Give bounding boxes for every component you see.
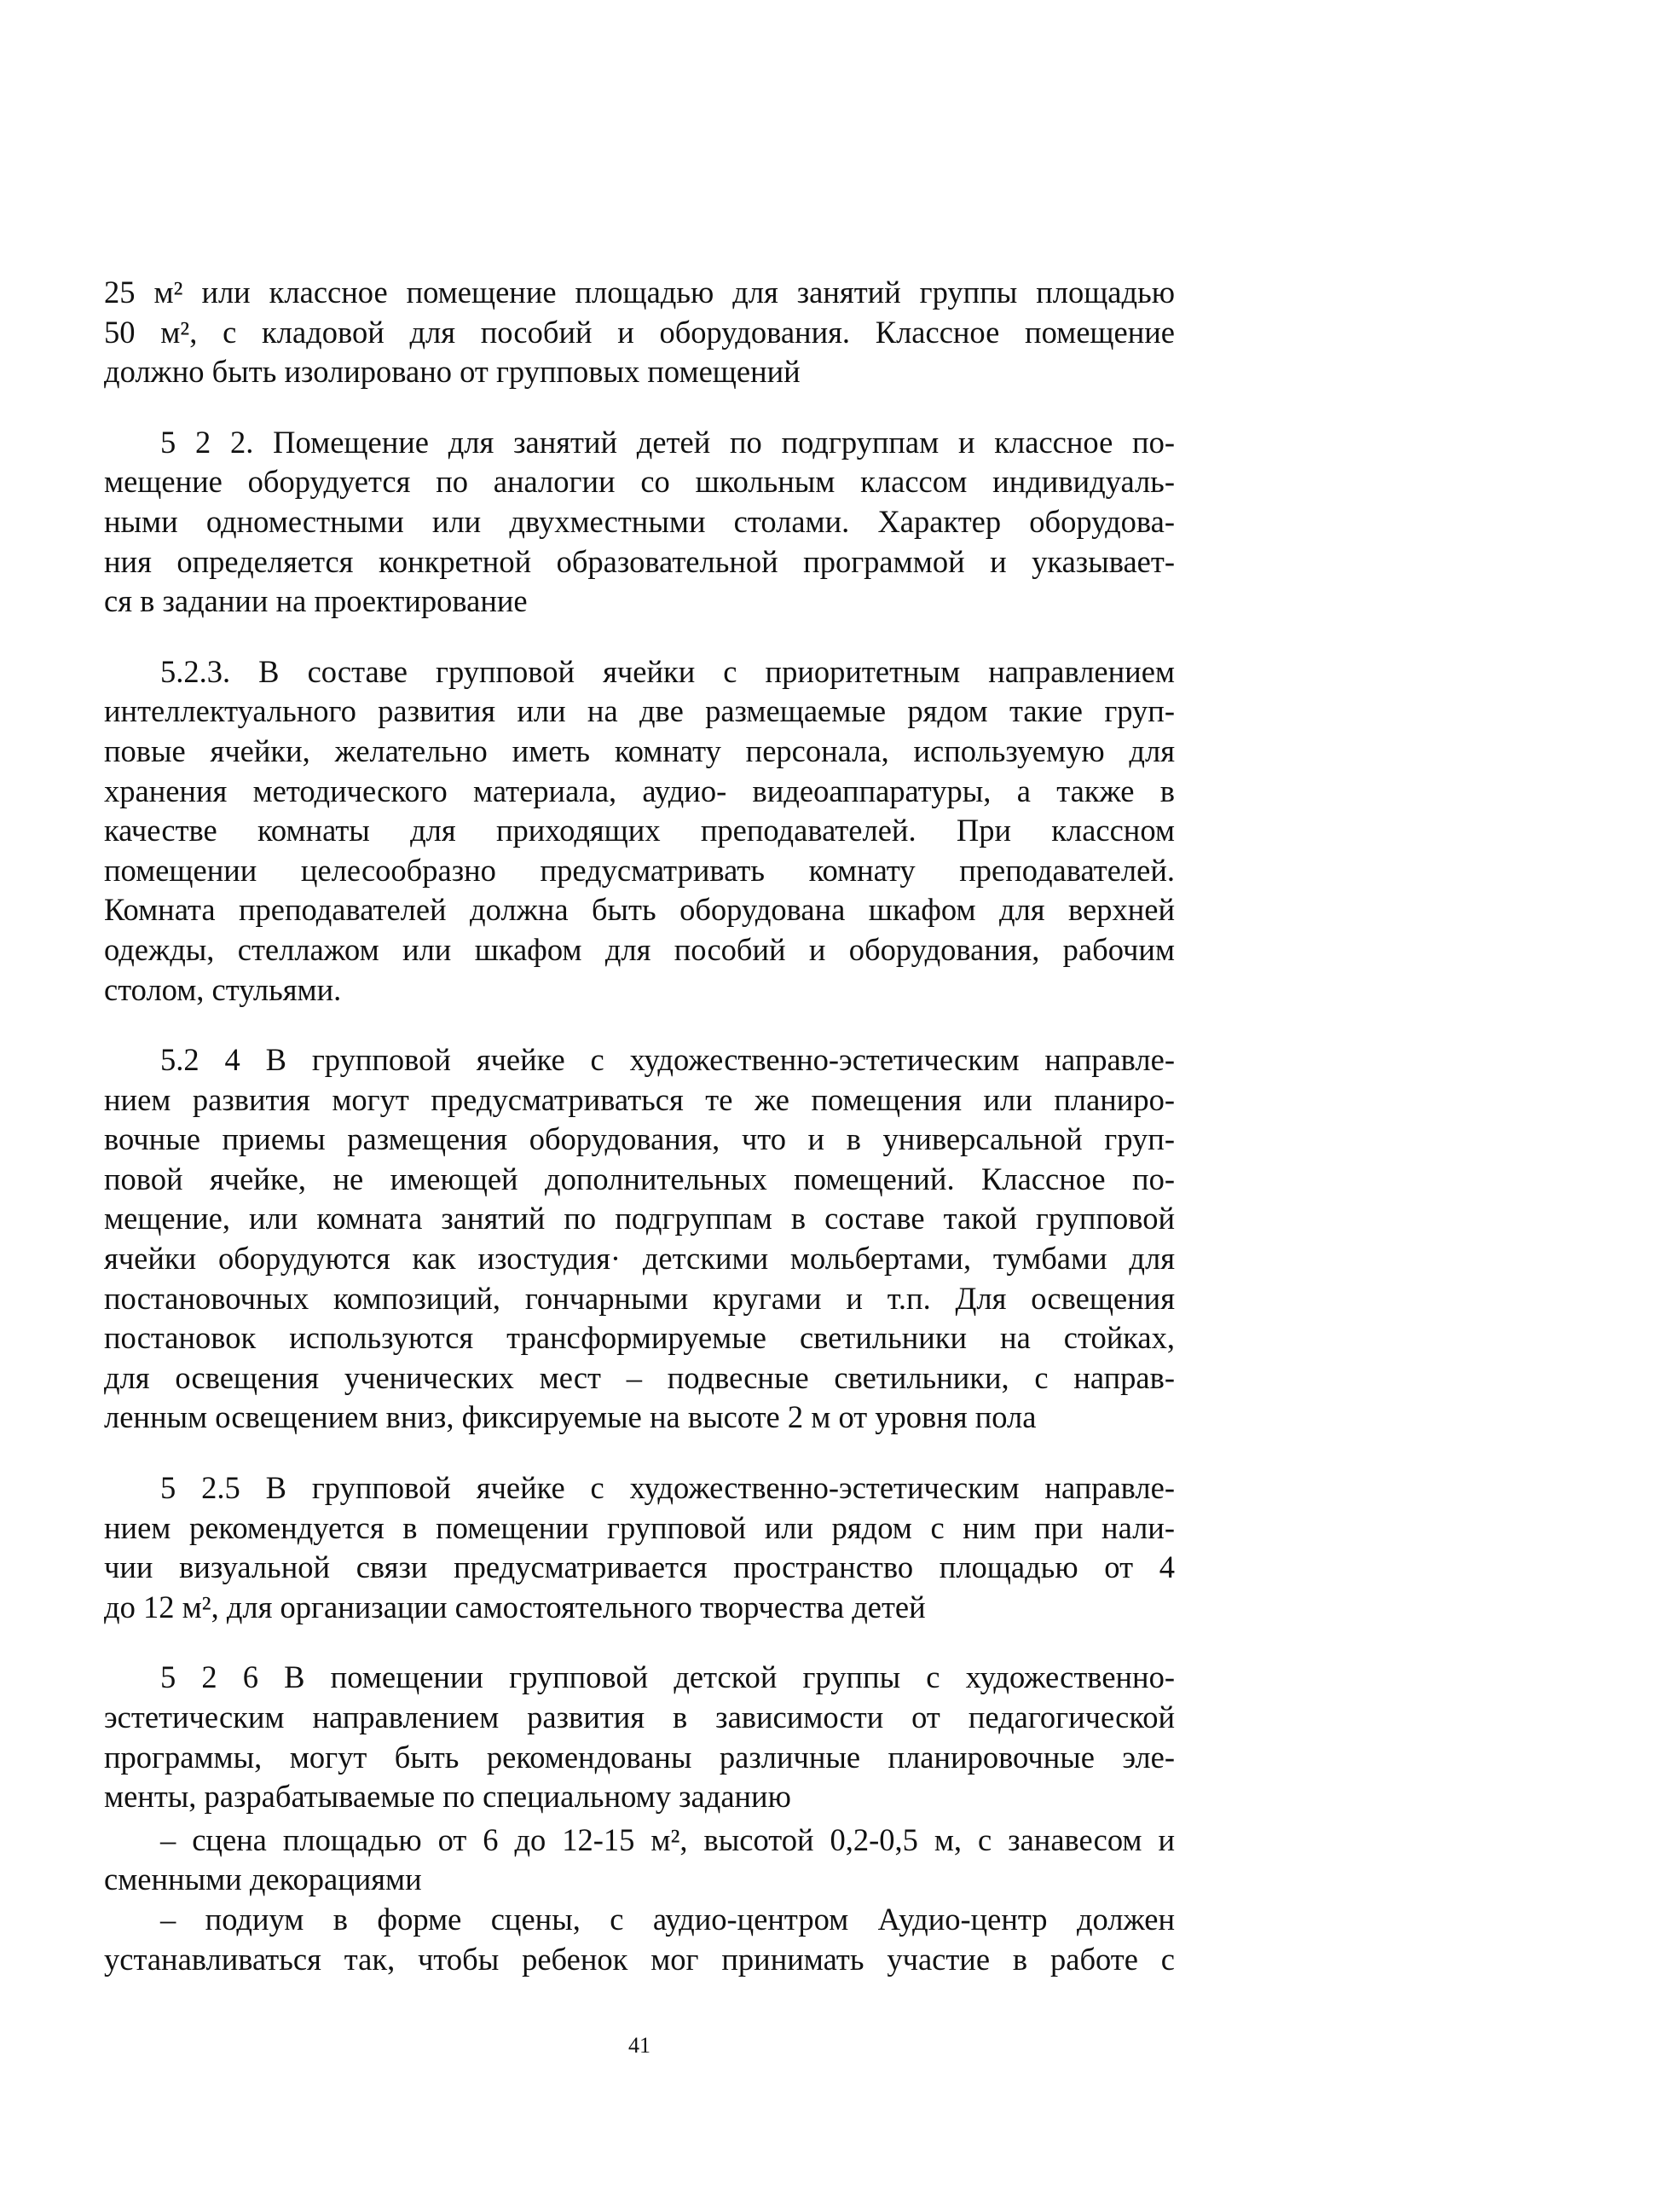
text-line: чии визуальной связи предусматривается пространство площадью от 4 (104, 1549, 1175, 1585)
paragraph-5-2-4 (104, 1040, 1175, 1438)
text-line: 50 м², с кладовой для пособий и оборудования. Классное помещение (104, 314, 1175, 350)
text-line: – сцена площадью от 6 до 12-15 м², высотой 0,2-0,5 м, с занавесом и (160, 1821, 1175, 1857)
text-line: 5.2 4 В групповой ячейке с художественно-эстетическим направле- (160, 1042, 1175, 1078)
page-number: 41 (628, 2033, 650, 2058)
text-line: ячейки оборудуются как изостудия· детскими мольбертами, тумбами для (104, 1241, 1175, 1277)
text-line: до 12 м², для организации самостоятельного творчества детей (104, 1589, 926, 1624)
text-line: эстетическим направлением развития в зависимости от педагогической (104, 1700, 1175, 1734)
text-line: нием рекомендуется в помещении групповой или рядом с ним при нали- (104, 1509, 1175, 1545)
text-line: повые ячейки, желательно иметь комнату персонала, используемую для (104, 733, 1175, 768)
text-line: 5.2.3. В составе групповой ячейки с приоритетным направлением (160, 653, 1175, 689)
document-page (104, 273, 1175, 1979)
text-line: интеллектуального развития или на две размещаемые рядом такие груп- (104, 693, 1175, 729)
text-line: ленным освещением вниз, фиксируемые на высоте 2 м от уровня пола (104, 1399, 1037, 1435)
text-line: постановочных композиций, гончарными кругами и т.п. Для освещения (104, 1280, 1175, 1316)
text-line: хранения методического материала, аудио- видеоаппаратуры, а также в (104, 773, 1175, 808)
text-line: программы, могут быть рекомендованы различные планировочные эле- (104, 1739, 1175, 1775)
text-line: столом, стульями. (104, 971, 342, 1007)
text-line: мещение оборудуется по аналогии со школьным классом индивидуаль- (104, 464, 1175, 500)
text-line: должно быть изолировано от групповых помещений (104, 354, 801, 390)
paragraph-5-2-3 (104, 652, 1175, 1010)
text-line: менты, разрабатываемые по специальному заданию (104, 1779, 791, 1815)
paragraph-5-2-2 (104, 423, 1175, 622)
text-line: качестве комнаты для приходящих преподавателей. При классном (104, 813, 1175, 848)
text-line: 25 м² или классное помещение площадью для занятий группы площадью (104, 275, 1175, 310)
text-line: постановок используются трансформируемые светильники на стойках, (104, 1320, 1175, 1356)
text-line: 5 2.5 В групповой ячейке с художественно-эстетическим направле- (160, 1470, 1175, 1506)
list-item-stage (104, 1821, 1175, 1900)
text-line: ния определяется конкретной образовательной программой и указывает- (104, 543, 1175, 579)
text-line: сменными декорациями (104, 1862, 422, 1897)
paragraph-intro (104, 273, 1175, 392)
text-line: ными одноместными или двухместными столами. Характер оборудова- (104, 503, 1175, 539)
text-line: для освещения ученических мест – подвесные светильники, с направ- (104, 1359, 1175, 1395)
text-line: мещение, или комната занятий по подгруппам в составе такой групповой (104, 1201, 1175, 1236)
text-line: Комната преподавателей должна быть оборудована шкафом для верхней (104, 892, 1175, 928)
paragraph-5-2-6 (104, 1658, 1175, 1816)
text-line: повой ячейке, не имеющей дополнительных помещений. Классное по- (104, 1161, 1175, 1196)
text-line: 5 2 2. Помещение для занятий детей по подгруппам и классное по- (160, 424, 1175, 460)
text-line: 5 2 6 В помещении групповой детской группы с художественно- (160, 1659, 1175, 1695)
text-line: ся в задании на проектирование (104, 583, 528, 619)
list-item-podium (104, 1900, 1175, 1979)
text-line: нием развития могут предусматриваться те же помещения или планиро- (104, 1081, 1175, 1117)
text-line: вочные приемы размещения оборудования, что и в универсальной груп- (104, 1121, 1175, 1157)
text-line: помещении целесообразно предусматривать комнату преподавателей. (104, 852, 1175, 888)
text-line: одежды, стеллажом или шкафом для пособий и оборудования, рабочим (104, 931, 1175, 967)
paragraph-5-2-5 (104, 1468, 1175, 1627)
text-line: устанавливаться так, чтобы ребенок мог принимать участие в работе с (104, 1941, 1175, 1977)
text-line: – подиум в форме сцены, с аудио-центром Аудио-центр должен (160, 1901, 1175, 1937)
